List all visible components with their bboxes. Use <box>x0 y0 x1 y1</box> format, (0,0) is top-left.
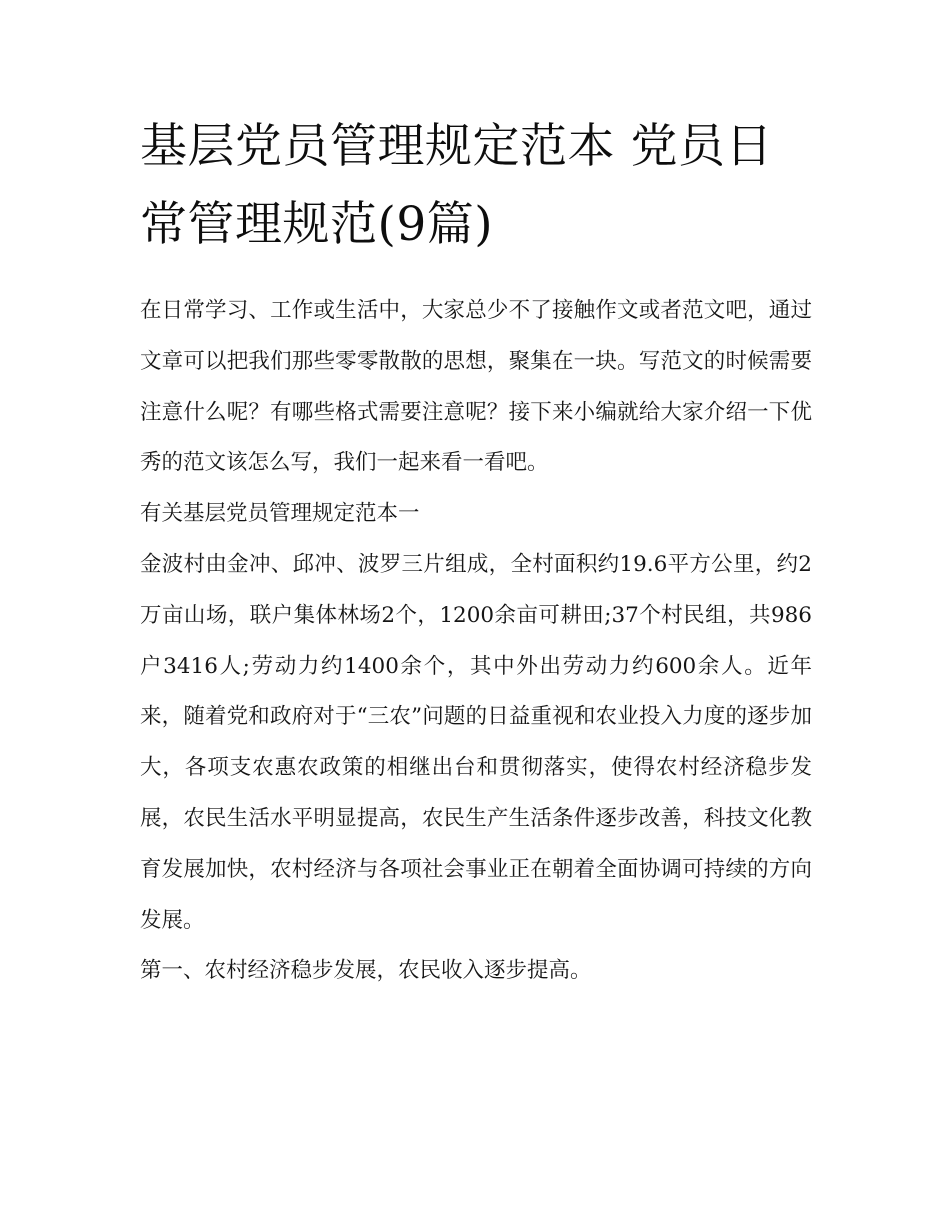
document-title: 基层党员管理规定范本 党员日常管理规范(9篇) <box>140 119 773 252</box>
intro-paragraph: 在日常学习、工作或生活中，大家总少不了接触作文或者范文吧，通过文章可以把我们那些零零散散的思想，聚集在一块。写范文的时候需要注意什么呢？有哪些格式需要注意呢？接下来小编就给大家介绍一下优秀的范文该怎么写，我们一起来看一看吧。 <box>140 298 812 476</box>
document-page <box>140 108 812 997</box>
body-paragraph: 金波村由金冲、邱冲、波罗三片组成，全村面积约19.6平方公里，约2万亩山场，联户集体林场2个，1200余亩可耕田;37个村民组，共986户3416人;劳动力约1400余个，其中外出劳动力约600余人。近年来，随着党和政府对于“三农”问题的日益重视和农业投入力度的逐步加大，各项支农惠农政策的相继出台和贯彻落实，使得农村经济稳步发展，农民生活水平明显提高，农民生产生活条件逐步改善，科技文化教育发展加快，农村经济与各项社会事业正在朝着全面协调可持续的方向发展。 <box>140 551 812 933</box>
point-one-paragraph: 第一、农村经济稳步发展，农民收入逐步提高。 <box>140 958 592 984</box>
section-heading: 有关基层党员管理规定范本一 <box>140 501 420 527</box>
